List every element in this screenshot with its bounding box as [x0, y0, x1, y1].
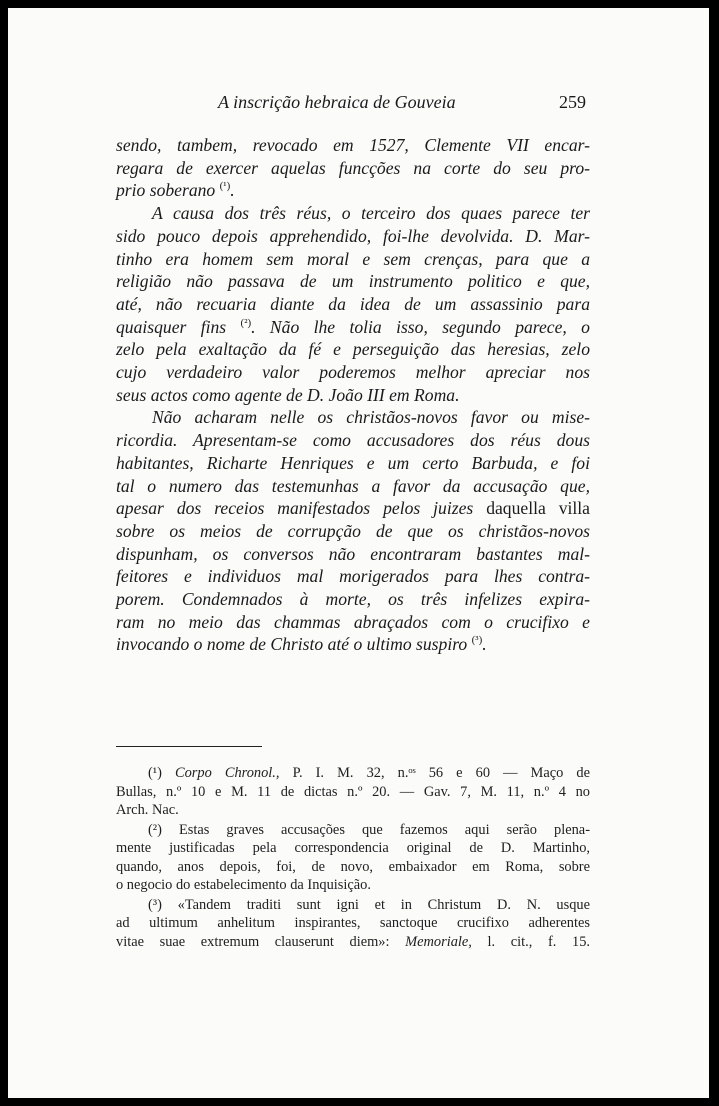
footnote-2 — [116, 821, 590, 895]
footnote-divider — [116, 746, 262, 747]
main-text — [116, 134, 590, 656]
footnote-1 — [116, 764, 590, 820]
text-line: Não acharam nelle os christãos-novos favor ou mise- — [152, 407, 590, 428]
paragraph-2 — [116, 202, 590, 406]
text-fragment: l. cit., f. 15. — [487, 933, 590, 950]
text-line: dispunham, os conversos não encontraram bastantes mal- — [116, 543, 590, 564]
text-line: quando, anos depois, foi, de novo, embaixador em Roma, sobre — [116, 858, 590, 875]
paragraph-1 — [116, 134, 590, 202]
text-fragment: prio soberano — [116, 180, 216, 201]
text-line: feitores e individuos mal morigerados para lhes contra- — [116, 566, 590, 587]
text-line — [116, 316, 590, 339]
text-fragment: . — [482, 634, 487, 655]
text-fragment: Estas graves accusações que fazemos aqui serão plena- — [178, 821, 590, 838]
text-line — [116, 933, 590, 952]
text-line: ad ultimum anhelitum inspirantes, sanctoque crucifixo adherentes — [116, 915, 590, 931]
text-line: religião não passava de um instrumento politico e que, — [116, 271, 590, 292]
text-line: Arch. Nac. — [116, 802, 179, 818]
text-fragment: apesar dos receios manifestados pelos juizes — [116, 498, 474, 519]
text-line: sendo, tambem, revocado em 1527, Clemente VII encar- — [116, 135, 590, 155]
text-line — [116, 764, 590, 783]
paragraph-3 — [116, 406, 590, 656]
text-line — [116, 179, 590, 202]
text-line — [116, 633, 590, 656]
text-line: porem. Condemnados à morte, os três infelizes expira- — [116, 589, 590, 610]
text-line — [116, 896, 590, 915]
text-line: Bullas, n.º 10 e M. 11 de dictas n.º 20. — Gav. 7, M. 11, n.º 4 no — [116, 783, 590, 800]
text-fragment: Memoriale, — [405, 933, 472, 950]
text-line: regara de exercer aquelas funcções na corte do seu pro- — [116, 157, 590, 178]
text-line: tinho era homem sem moral e sem crenças, para que a — [116, 248, 590, 269]
text-fragment: «Tandem traditi sunt igni et in Christum D. N. usque — [177, 896, 590, 913]
text-line — [116, 497, 590, 520]
footnote-mark: (²) — [148, 821, 162, 838]
running-header — [8, 92, 709, 116]
text-line: até, não recuaria diante da idea de um assassinio para — [116, 293, 590, 314]
text-line: tal o numero das testemunhas a favor da accusação que, — [116, 475, 590, 496]
text-fragment: vitae suae extremum clauserunt diem»: — [116, 933, 390, 950]
book-page — [8, 8, 709, 1098]
text-fragment: . Não lhe tolia isso, segundo parece, o — [251, 316, 590, 337]
text-fragment: quaisquer fins — [116, 316, 227, 337]
footnote-mark: (¹) — [148, 765, 162, 781]
text-fragment: invocando o nome de Christo até o ultimo suspiro — [116, 634, 468, 655]
text-fragment: . — [230, 180, 235, 201]
text-line: seus actos como agente de D. João III em Roma. — [116, 384, 460, 405]
footnote-3 — [116, 896, 590, 952]
text-line: ram no meio das chammas abraçados com o crucifixo e — [116, 611, 590, 632]
text-fragment-roman: daquella villa — [486, 498, 590, 519]
footnotes — [116, 764, 590, 952]
text-line: sido pouco depois apprehendido, foi-lhe devolvida. D. Mar- — [116, 225, 590, 246]
text-line: sobre os meios de corrupção de que os christãos-novos — [116, 520, 590, 541]
page-number: 259 — [559, 92, 586, 112]
text-fragment: Corpo Chronol., — [174, 765, 280, 781]
text-line: mente justificadas pela correspondencia original de D. Martinho, — [116, 840, 590, 856]
text-line: cujo verdadeiro valor poderemos melhor apreciar nos — [116, 362, 590, 383]
footnote-ref-1[interactable]: (¹) — [219, 180, 231, 193]
header-title: A inscrição hebraica de Gouveia — [218, 92, 456, 112]
text-line: ricordia. Apresentam-se como accusadores dos réus dous — [116, 430, 590, 451]
text-line: o negocio do estabelecimento da Inquisição. — [116, 877, 371, 893]
text-line: habitantes, Richarte Henriques e um certo Barbuda, e foi — [116, 452, 590, 473]
text-line: A causa dos três réus, o terceiro dos quaes parece ter — [152, 203, 590, 224]
text-line — [116, 821, 590, 840]
text-line: zelo pela exaltação da fé e perseguição das heresias, zelo — [116, 339, 590, 360]
footnote-ref-3[interactable]: (³) — [471, 634, 483, 647]
footnote-mark: (³) — [148, 896, 162, 913]
text-fragment: P. I. M. 32, n.ᵒˢ 56 e 60 — Maço de — [292, 765, 590, 781]
footnote-ref-2[interactable]: (²) — [240, 316, 252, 329]
